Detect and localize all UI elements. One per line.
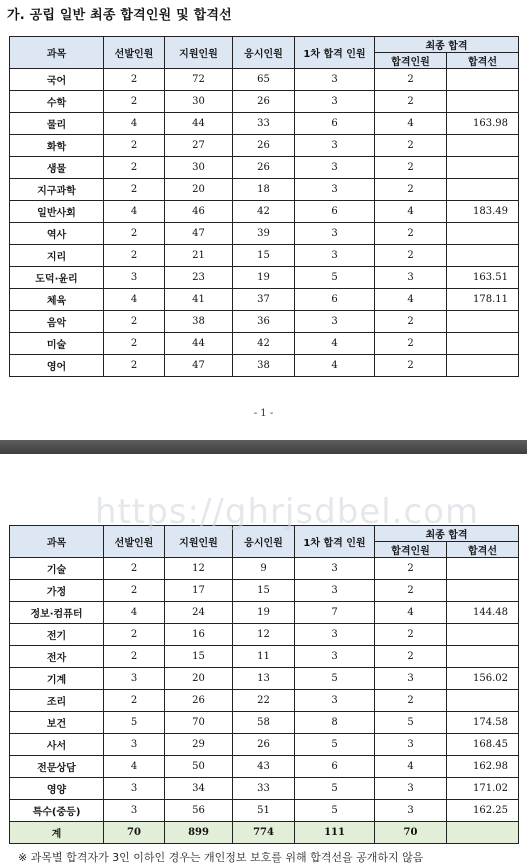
cell-first-pass: 4: [295, 355, 375, 377]
cell-examinees: 26: [233, 135, 295, 157]
cell-first-pass: 3: [295, 558, 375, 580]
cell-subject: 영양: [10, 778, 104, 800]
table-row: [10, 201, 519, 223]
cell-final-count: 3: [375, 778, 447, 800]
cell-final-count: 4: [375, 113, 447, 135]
cell-examinees: 19: [233, 267, 295, 289]
cell-cutoff: [447, 311, 519, 333]
table-row: [10, 113, 519, 135]
cell-first-pass: 5: [295, 734, 375, 756]
cell-examinees: 42: [233, 333, 295, 355]
cell-subject: 물리: [10, 113, 104, 135]
cell-subject: 국어: [10, 69, 104, 91]
cell-applicants: 34: [165, 778, 233, 800]
cell-cutoff: [447, 624, 519, 646]
cell-subject: 특수(중등): [10, 800, 104, 822]
cell-examinees: 51: [233, 800, 295, 822]
cell-selection: 2: [104, 69, 165, 91]
cell-subject: 역사: [10, 223, 104, 245]
cell-final-count: 4: [375, 602, 447, 624]
cell-cutoff: 183.49: [447, 201, 519, 223]
cell-subject: 미술: [10, 333, 104, 355]
cell-examinees: 12: [233, 624, 295, 646]
header-selection: 선발인원: [104, 526, 165, 558]
cell-selection: 3: [104, 778, 165, 800]
header-final: 최종 합격: [375, 37, 519, 53]
total-examinees: 774: [233, 822, 295, 844]
cell-selection: 2: [104, 179, 165, 201]
cell-subject: 보건: [10, 712, 104, 734]
total-applicants: 899: [165, 822, 233, 844]
cell-final-count: 2: [375, 580, 447, 602]
cell-cutoff: [447, 245, 519, 267]
cell-applicants: 38: [165, 311, 233, 333]
cell-subject: 기술: [10, 558, 104, 580]
total-final-count: 70: [375, 822, 447, 844]
cell-examinees: 22: [233, 690, 295, 712]
header-selection: 선발인원: [104, 37, 165, 69]
cell-examinees: 58: [233, 712, 295, 734]
cell-subject: 정보·컴퓨터: [10, 602, 104, 624]
table-row: [10, 624, 519, 646]
cell-subject: 조리: [10, 690, 104, 712]
cell-selection: 3: [104, 668, 165, 690]
cell-cutoff: 168.45: [447, 734, 519, 756]
header-subject: 과목: [10, 526, 104, 558]
cell-cutoff: [447, 558, 519, 580]
cell-final-count: 2: [375, 157, 447, 179]
cell-selection: 4: [104, 113, 165, 135]
cell-cutoff: [447, 179, 519, 201]
cell-applicants: 27: [165, 135, 233, 157]
page-break-divider: [0, 440, 527, 454]
cell-applicants: 70: [165, 712, 233, 734]
table-row: [10, 778, 519, 800]
cell-applicants: 26: [165, 690, 233, 712]
cell-final-count: 2: [375, 646, 447, 668]
cell-selection: 2: [104, 690, 165, 712]
cell-applicants: 21: [165, 245, 233, 267]
header-final-count: 합격인원: [375, 53, 447, 69]
cell-final-count: 4: [375, 201, 447, 223]
table-row: [10, 602, 519, 624]
cell-applicants: 20: [165, 668, 233, 690]
header-first-pass: 1차 합격 인원: [295, 526, 375, 558]
page-number: - 1 -: [253, 408, 274, 419]
cell-subject: 체육: [10, 289, 104, 311]
cell-applicants: 20: [165, 179, 233, 201]
cell-first-pass: 6: [295, 201, 375, 223]
cell-selection: 3: [104, 267, 165, 289]
cell-final-count: 4: [375, 289, 447, 311]
cell-first-pass: 3: [295, 91, 375, 113]
cell-selection: 2: [104, 245, 165, 267]
cell-examinees: 37: [233, 289, 295, 311]
table-row: [10, 800, 519, 822]
results-table-1-body: [10, 69, 519, 377]
table-row: [10, 355, 519, 377]
table-row: [10, 157, 519, 179]
table-row: [10, 690, 519, 712]
cell-subject: 전자: [10, 646, 104, 668]
header-applicants: 지원인원: [165, 526, 233, 558]
header-first-pass: 1차 합격 인원: [295, 37, 375, 69]
header-subject: 과목: [10, 37, 104, 69]
cell-applicants: 47: [165, 355, 233, 377]
cell-first-pass: 6: [295, 113, 375, 135]
cell-first-pass: 3: [295, 311, 375, 333]
cell-subject: 가정: [10, 580, 104, 602]
cell-first-pass: 6: [295, 756, 375, 778]
table-row: [10, 756, 519, 778]
cell-selection: 2: [104, 624, 165, 646]
cell-examinees: 19: [233, 602, 295, 624]
results-table-2-body: [10, 558, 519, 844]
table-row: [10, 179, 519, 201]
results-table-1: [9, 36, 519, 377]
cell-subject: 영어: [10, 355, 104, 377]
cell-first-pass: 3: [295, 69, 375, 91]
cell-applicants: 50: [165, 756, 233, 778]
cell-final-count: 2: [375, 245, 447, 267]
cell-selection: 4: [104, 756, 165, 778]
cell-first-pass: 8: [295, 712, 375, 734]
cell-examinees: 26: [233, 734, 295, 756]
cell-applicants: 15: [165, 646, 233, 668]
cell-first-pass: 3: [295, 157, 375, 179]
cell-final-count: 2: [375, 624, 447, 646]
cell-cutoff: 171.02: [447, 778, 519, 800]
cell-examinees: 13: [233, 668, 295, 690]
cell-examinees: 11: [233, 646, 295, 668]
cell-cutoff: 163.98: [447, 113, 519, 135]
cell-first-pass: 5: [295, 778, 375, 800]
cell-cutoff: [447, 69, 519, 91]
cell-final-count: 2: [375, 223, 447, 245]
cell-selection: 2: [104, 311, 165, 333]
cell-first-pass: 3: [295, 245, 375, 267]
cell-selection: 2: [104, 333, 165, 355]
header-cutoff: 합격선: [447, 542, 519, 558]
header-cutoff: 합격선: [447, 53, 519, 69]
cell-selection: 3: [104, 734, 165, 756]
cell-final-count: 5: [375, 712, 447, 734]
cell-first-pass: 3: [295, 135, 375, 157]
cell-first-pass: 3: [295, 624, 375, 646]
cell-applicants: 24: [165, 602, 233, 624]
cell-final-count: 3: [375, 668, 447, 690]
cell-cutoff: [447, 690, 519, 712]
cell-cutoff: [447, 580, 519, 602]
cell-first-pass: 4: [295, 333, 375, 355]
cell-cutoff: 162.98: [447, 756, 519, 778]
cell-selection: 2: [104, 558, 165, 580]
cell-first-pass: 5: [295, 800, 375, 822]
cell-cutoff: [447, 135, 519, 157]
table-row: [10, 646, 519, 668]
cell-examinees: 15: [233, 580, 295, 602]
cell-subject: 기계: [10, 668, 104, 690]
cell-final-count: 3: [375, 800, 447, 822]
footnote: ※ 과목별 합격자가 3인 이하인 경우는 개인정보 보호를 위해 합격선을 공개하지 않음: [18, 851, 424, 864]
cell-applicants: 46: [165, 201, 233, 223]
cell-examinees: 38: [233, 355, 295, 377]
cell-first-pass: 3: [295, 646, 375, 668]
cell-first-pass: 7: [295, 602, 375, 624]
cell-subject: 전문상담: [10, 756, 104, 778]
table-row: [10, 734, 519, 756]
header-final-count: 합격인원: [375, 542, 447, 558]
header-final: 최종 합격: [375, 526, 519, 542]
cell-first-pass: 5: [295, 668, 375, 690]
cell-examinees: 42: [233, 201, 295, 223]
total-first-pass: 111: [295, 822, 375, 844]
cell-cutoff: [447, 355, 519, 377]
cell-examinees: 36: [233, 311, 295, 333]
cell-final-count: 4: [375, 756, 447, 778]
total-subject: 계: [10, 822, 104, 844]
cell-selection: 2: [104, 646, 165, 668]
cell-applicants: 72: [165, 69, 233, 91]
cell-subject: 사서: [10, 734, 104, 756]
table-row: [10, 69, 519, 91]
cell-final-count: 2: [375, 135, 447, 157]
table-row: [10, 712, 519, 734]
cell-cutoff: [447, 223, 519, 245]
cell-first-pass: 3: [295, 690, 375, 712]
cell-cutoff: 156.02: [447, 668, 519, 690]
cell-applicants: 30: [165, 157, 233, 179]
cell-subject: 일반사회: [10, 201, 104, 223]
cell-cutoff: 174.58: [447, 712, 519, 734]
total-selection: 70: [104, 822, 165, 844]
cell-subject: 생물: [10, 157, 104, 179]
cell-applicants: 12: [165, 558, 233, 580]
results-table-2: [9, 525, 519, 844]
cell-subject: 화학: [10, 135, 104, 157]
cell-final-count: 2: [375, 69, 447, 91]
cell-cutoff: 144.48: [447, 602, 519, 624]
cell-applicants: 16: [165, 624, 233, 646]
cell-subject: 지리: [10, 245, 104, 267]
cell-cutoff: [447, 157, 519, 179]
cell-applicants: 17: [165, 580, 233, 602]
cell-examinees: 33: [233, 778, 295, 800]
cell-first-pass: 6: [295, 289, 375, 311]
cell-final-count: 3: [375, 267, 447, 289]
table-row: [10, 289, 519, 311]
cell-examinees: 18: [233, 179, 295, 201]
cell-applicants: 44: [165, 333, 233, 355]
cell-selection: 3: [104, 800, 165, 822]
cell-cutoff: [447, 333, 519, 355]
cell-selection: 2: [104, 355, 165, 377]
cell-cutoff: [447, 91, 519, 113]
cell-selection: 4: [104, 602, 165, 624]
cell-cutoff: 163.51: [447, 267, 519, 289]
cell-subject: 음악: [10, 311, 104, 333]
cell-cutoff: 178.11: [447, 289, 519, 311]
cell-examinees: 9: [233, 558, 295, 580]
cell-first-pass: 3: [295, 223, 375, 245]
cell-final-count: 2: [375, 355, 447, 377]
table-row: [10, 267, 519, 289]
cell-cutoff: [447, 646, 519, 668]
header-applicants: 지원인원: [165, 37, 233, 69]
cell-subject: 지구과학: [10, 179, 104, 201]
table-row: [10, 580, 519, 602]
header-examinees: 응시인원: [233, 37, 295, 69]
table-row: [10, 668, 519, 690]
table-row: [10, 558, 519, 580]
header-examinees: 응시인원: [233, 526, 295, 558]
cell-examinees: 43: [233, 756, 295, 778]
table-row: [10, 311, 519, 333]
cell-applicants: 23: [165, 267, 233, 289]
cell-subject: 수학: [10, 91, 104, 113]
table-row: [10, 333, 519, 355]
total-cutoff: [447, 822, 519, 844]
cell-final-count: 2: [375, 91, 447, 113]
cell-applicants: 56: [165, 800, 233, 822]
total-row: [10, 822, 519, 844]
section-title: 가. 공립 일반 최종 합격인원 및 합격선: [7, 8, 232, 23]
cell-final-count: 2: [375, 558, 447, 580]
cell-final-count: 2: [375, 311, 447, 333]
cell-selection: 2: [104, 580, 165, 602]
cell-examinees: 39: [233, 223, 295, 245]
cell-selection: 4: [104, 201, 165, 223]
cell-first-pass: 3: [295, 580, 375, 602]
cell-selection: 2: [104, 157, 165, 179]
cell-final-count: 2: [375, 690, 447, 712]
cell-subject: 전기: [10, 624, 104, 646]
cell-applicants: 41: [165, 289, 233, 311]
cell-selection: 2: [104, 223, 165, 245]
cell-subject: 도덕·윤리: [10, 267, 104, 289]
cell-final-count: 2: [375, 333, 447, 355]
cell-applicants: 44: [165, 113, 233, 135]
cell-selection: 2: [104, 135, 165, 157]
cell-applicants: 30: [165, 91, 233, 113]
cell-applicants: 29: [165, 734, 233, 756]
cell-first-pass: 3: [295, 179, 375, 201]
cell-selection: 2: [104, 91, 165, 113]
table-row: [10, 135, 519, 157]
cell-selection: 4: [104, 289, 165, 311]
cell-examinees: 26: [233, 91, 295, 113]
cell-examinees: 26: [233, 157, 295, 179]
cell-first-pass: 5: [295, 267, 375, 289]
cell-cutoff: 162.25: [447, 800, 519, 822]
table-row: [10, 245, 519, 267]
cell-applicants: 47: [165, 223, 233, 245]
cell-examinees: 33: [233, 113, 295, 135]
cell-examinees: 65: [233, 69, 295, 91]
cell-final-count: 2: [375, 179, 447, 201]
cell-final-count: 3: [375, 734, 447, 756]
watermark: https://ghrjsdbel.com: [95, 492, 480, 532]
cell-selection: 5: [104, 712, 165, 734]
table-row: [10, 223, 519, 245]
table-row: [10, 91, 519, 113]
cell-examinees: 15: [233, 245, 295, 267]
